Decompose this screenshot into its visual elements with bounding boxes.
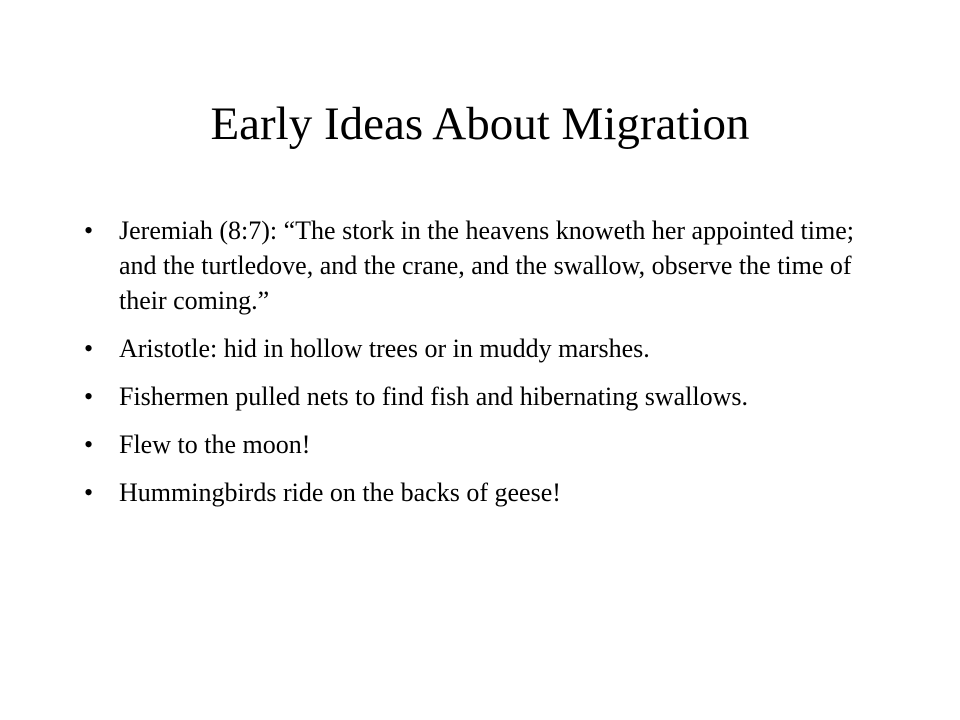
bullet-marker: • [84,382,94,411]
bullet-item-fishermen [84,379,884,414]
bullet-marker: • [84,334,94,363]
slide-title: Early Ideas About Migration [210,98,750,150]
bullet-item-aristotle [84,331,884,366]
bullet-item-hummingbirds [84,475,884,510]
bullet-text: Flew to the moon! [119,430,311,459]
bullet-item-jeremiah [84,213,884,318]
bullet-marker: • [84,478,94,507]
bullet-marker: • [84,216,94,245]
bullet-text: Aristotle: hid in hollow trees or in muddy marshes. [119,334,650,363]
bullet-marker: • [84,430,94,459]
bullet-text: Hummingbirds ride on the backs of geese! [119,478,561,507]
bullet-list [84,213,884,523]
bullet-text: Jeremiah (8:7): “The stork in the heavens knoweth her appointed time; and the turtledove, and the crane, and the swallow, observe the time of their coming.” [119,216,854,315]
bullet-text: Fishermen pulled nets to find fish and hibernating swallows. [119,382,748,411]
bullet-item-moon [84,427,884,462]
